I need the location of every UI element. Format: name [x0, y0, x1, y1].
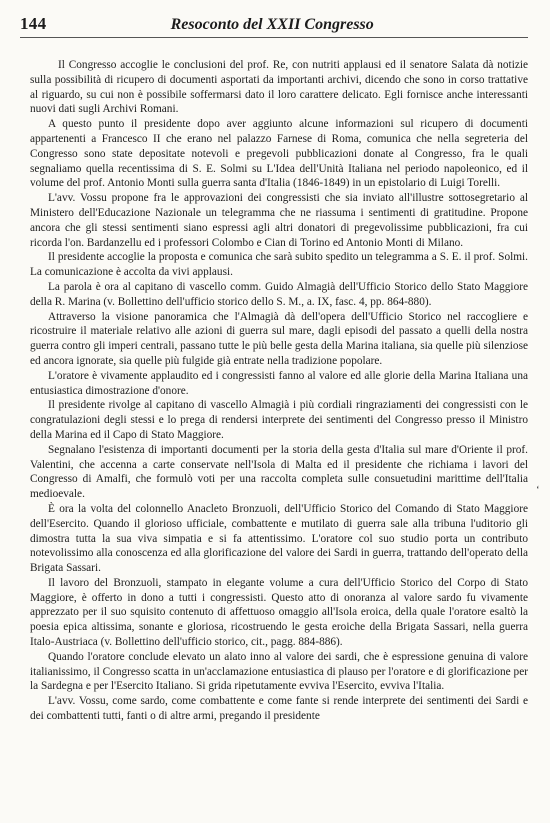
paragraph: La parola è ora al capitano di vascello comm. Guido Almagià dell'Ufficio Storico dello Stato Maggiore della R. Marina (v. Bollettino dell'ufficio storico dello S. M., a. IX, fasc. 4, pp. 864-880). — [30, 280, 528, 308]
paragraph: Il lavoro del Bronzuoli, stampato in elegante volume a cura dell'Ufficio Storico del Corpo di Stato Maggiore, è offerto in dono a tutti i congressisti. Questo atto di onoranza al valore sardo fu vivamente apprezzato per il suo squisito contenuto di affettuoso omaggio all'Isola eroica, della quale l'oratore esaltò la poesia epica altissima, sonante e gloriosa, ricostruendo le gesta eroiche della Brigata Sassari, nella guerra Italo-Austriaca (v. Bollettino dell'ufficio storico, cit., pagg. 884-886). — [30, 576, 528, 649]
paragraph: L'oratore è vivamente applaudito ed i congressisti fanno al valore ed alle glorie della Marina Italiana una entusiastica dimostrazione d'onore. — [30, 369, 528, 397]
paragraph: Il Congresso accoglie le conclusioni del prof. Re, con nutriti applausi ed il senatore Salata dà notizie sulla possibilità di ricupero di documenti asportati da importanti archivi, dicendo che sono in corso trattative al riguardo, su cui non è possibile soffermarsi dato il loro carattere delicato. Egli fornisce anche interessanti nuovi dati sugli Archivi Romani. — [30, 59, 528, 116]
paragraph: Il presidente rivolge al capitano di vascello Almagià i più cordiali ringraziamenti dei congressisti con le congratulazioni degli stessi e lo prega di rendersi interprete dei sentimenti del Congresso presso il Ministro della Marina ed il Capo di Stato Maggiore. — [30, 399, 528, 441]
running-header — [20, 14, 528, 38]
paragraph: L'avv. Vossu, come sardo, come combattente e come fante si rende interprete dei sentimenti dei Sardi e dei combattenti tutti, fanti o di altre armi, pregando il presidente — [30, 695, 528, 723]
paragraph: È ora la volta del colonnello Anacleto Bronzuoli, dell'Ufficio Storico del Comando di Stato Maggiore dell'Esercito. Quando il glorioso ufficiale, combattente e mutilato di guerra sale alla tribuna l'uditorio gli dimostra tutta la sua viva simpatia e si fa attentissimo. L'oratore col suo studio porta un contributo notevolissimo alla conoscenza ed alla glorificazione del valore dei Sardi in guerra, trattando dell'operato della Brigata Sassari. — [30, 502, 528, 575]
margin-mark: ‘ — [536, 484, 540, 496]
paragraph: A questo punto il presidente dopo aver aggiunto alcune informazioni sul ricupero di documenti appartenenti a Francesco II che erano nel palazzo Farnese di Roma, comunica che nella segreteria del Congresso sono state depositate notevoli e pregevoli pubblicazioni donate al Congresso, fra le quali segnaliamo quella recentissima di S. E. Solmi su L'Idea dell'Unità Italiana nel periodo napoleonico, ed il volume del prof. Antonio Monti sulla guerra santa d'Italia (1846-1849) in un epistolario di Luigi Torelli. — [30, 118, 528, 190]
paragraph: Attraverso la visione panoramica che l'Almagià dà dell'opera dell'Ufficio Storico nel raccogliere e ricostruire il materiale relativo alle azioni di guerra sul mare, dagli episodi del passato a quelli della nostra guerra contro gli imperi centrali, passano tutte le più belle gesta della Marina italiana, sia quelle più silenziose ed ancora ignorate, sia quelle più fulgide già entrate nella tradizione popolare. — [30, 310, 528, 367]
running-title: Resoconto del XXII Congresso — [170, 16, 374, 33]
paragraph: Quando l'oratore conclude elevato un alato inno al valore dei sardi, che è espressione genuina di valore italianissimo, il Congresso scatta in un'acclamazione entusiastica di plauso per l'oratore e di glorificazione per la Sardegna e per l'Esercito Italiano. Si grida ripetutamente evviva l'Esercito, evviva l'Italia. — [30, 650, 528, 693]
paragraph: Il presidente accoglie la proposta e comunica che sarà subito spedito un telegramma a S. E. il prof. Solmi. La comunicazione è accolta da vivi applausi. — [30, 251, 528, 279]
paragraph: Segnalano l'esistenza di importanti documenti per la storia della gesta d'Italia sul mare d'Oriente il prof. Valentini, che accenna a carte conservate nell'Isola di Malta ed il presidente che richiama i lavori del Congresso di Amalfi, che formulò voti per una raccolta completa sulle consuetudini marittime dell'Italia medioevale. — [30, 443, 528, 501]
body-text — [20, 58, 528, 724]
document-page — [20, 14, 528, 724]
page-number: 144 — [20, 14, 47, 33]
paragraph: L'avv. Vossu propone fra le approvazioni dei congressisti che sia inviato all'illustre sottosegretario al Ministero dell'Educazione Nazionale un telegramma che ne riassuma i sentimenti di gratitudine. Propone ancora che gli stessi sentimenti siano espressi agli altri donatori di pregevolissime pubblicazioni, fra cui ricorda l'on. Bardanzellu ed i professori Colombo e Cian di Torino ed Antonio Monti di Milano. — [30, 192, 528, 249]
